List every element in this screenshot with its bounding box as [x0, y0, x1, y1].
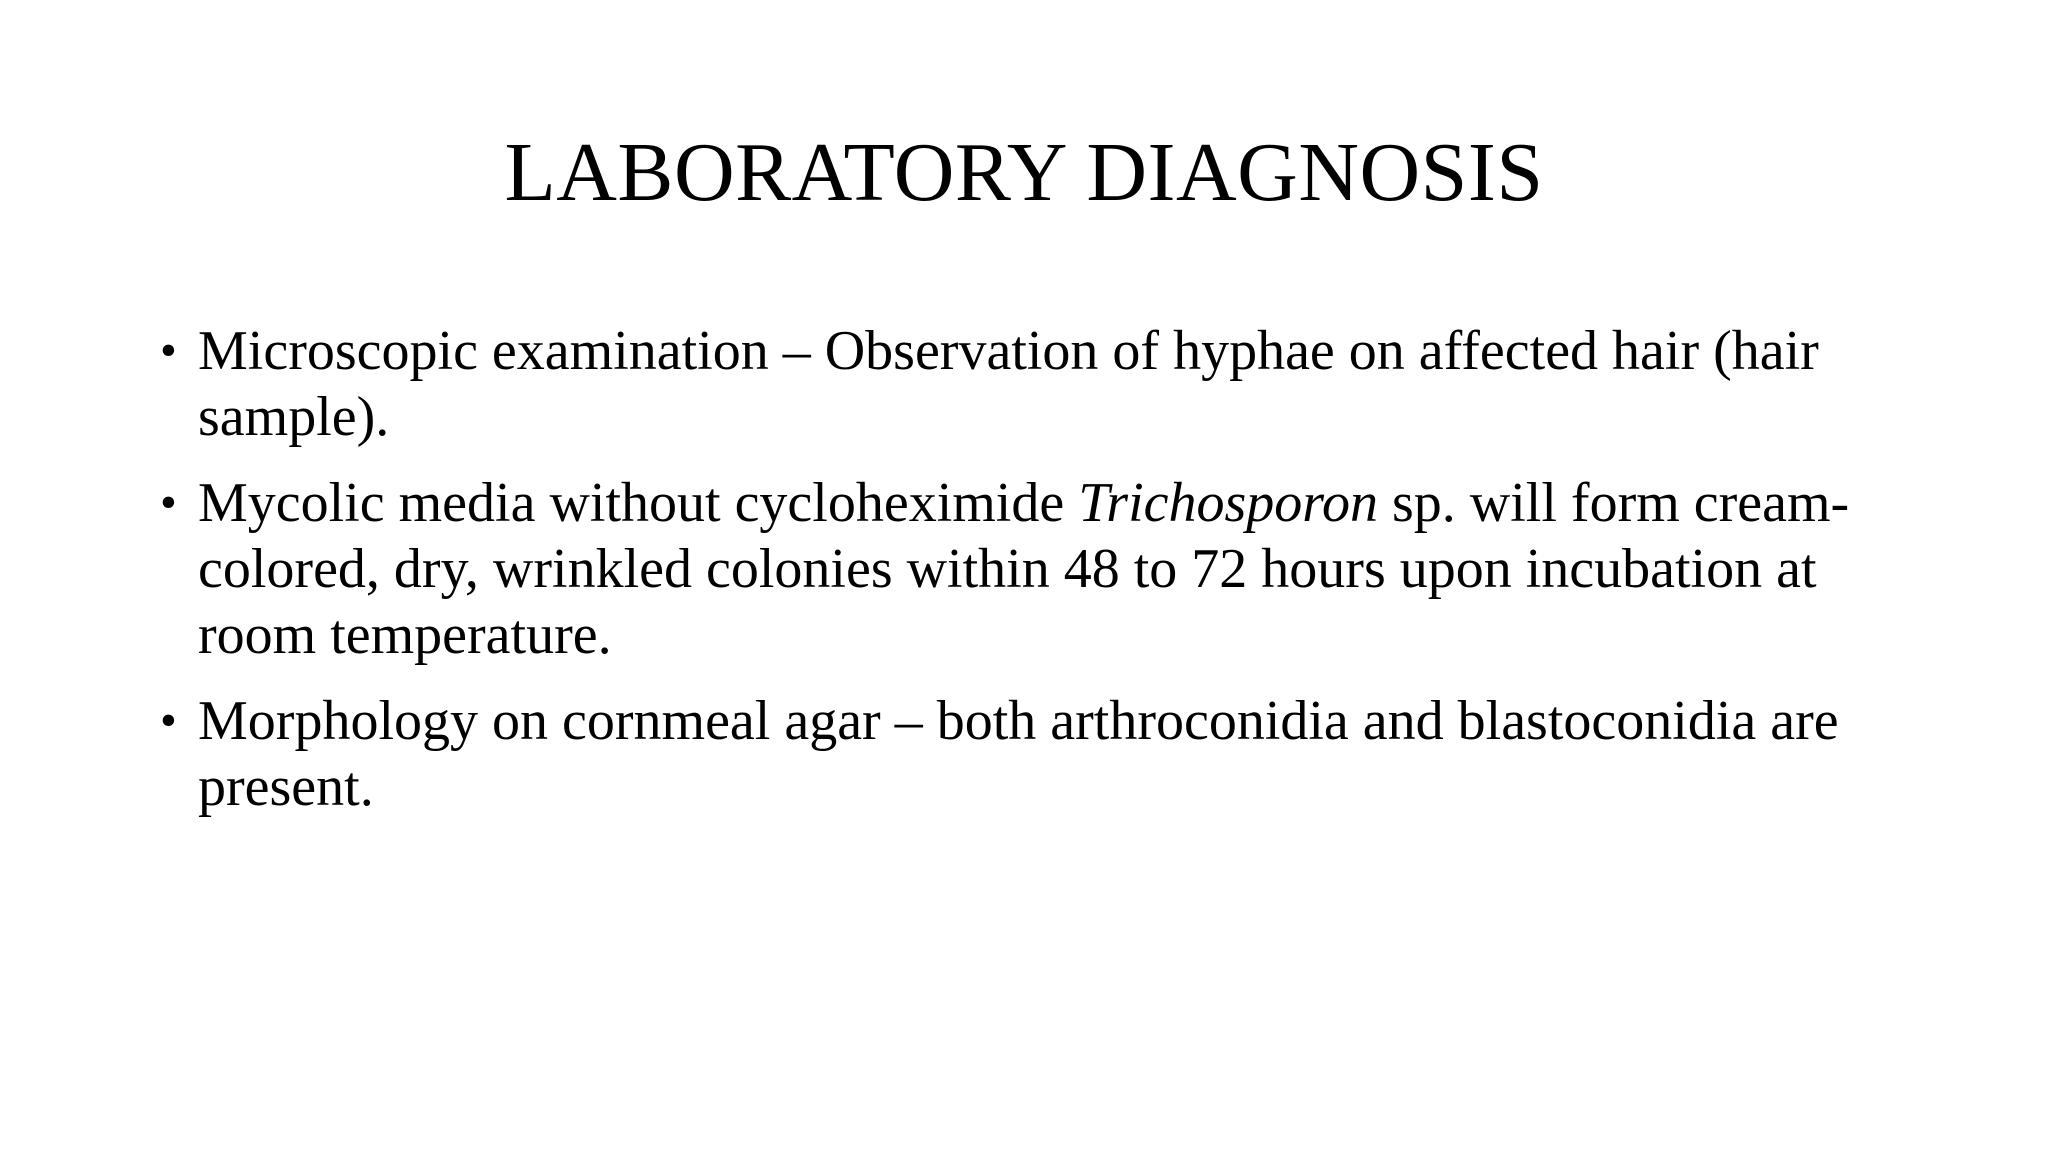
bullet-item-morphology	[160, 688, 1920, 820]
bullet-dot-icon: •	[160, 324, 177, 377]
bullet-list	[160, 318, 1920, 840]
bullet-text: Microscopic examination – Observation of hyphae on affected hair (hair sample).	[198, 320, 1819, 448]
slide-title: LABORATORY DIAGNOSIS	[504, 126, 1544, 219]
bullet-item-microscopic	[160, 318, 1920, 450]
bullet-dot-icon: •	[160, 476, 177, 529]
bullet-text-italic: Trichosporon	[1078, 472, 1379, 534]
bullet-dot-icon: •	[160, 694, 177, 747]
bullet-text: Morphology on cornmeal agar – both arthroconidia and blastoconidia are present.	[198, 690, 1839, 818]
bullet-text-after: sp. will form cream-colored, dry, wrinkled colonies within 48 to 72 hours upon incubation at room temperature.	[198, 472, 1850, 666]
bullet-text-before: Mycolic media without cycloheximide	[198, 472, 1079, 534]
bullet-item-media	[160, 470, 1920, 668]
